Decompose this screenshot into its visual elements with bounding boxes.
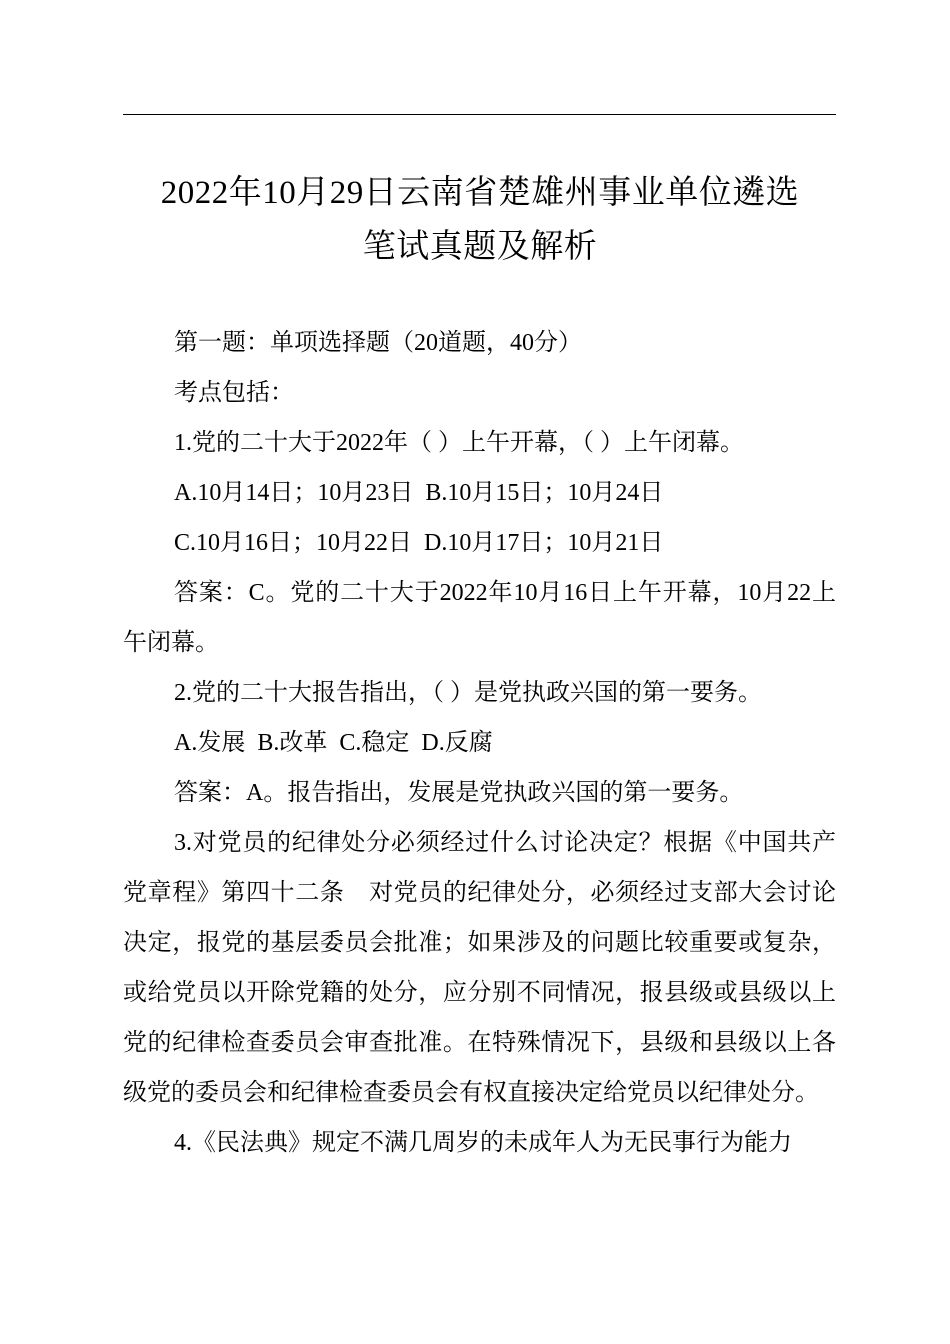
question-1-answer: 答案：C。党的二十大于2022年10月16日上午开幕，10月22上午闭幕。 — [123, 580, 836, 656]
question-1-option-d: D.10月17日；10月21日 — [424, 530, 664, 556]
section-heading: 第一题：单项选择题（20道题，40分） — [174, 330, 582, 356]
question-2-option-a: A.发展 — [174, 730, 246, 756]
header-rule — [123, 114, 836, 115]
question-1-options-row-1 — [123, 468, 836, 518]
question-2-stem: 2.党的二十大报告指出，（ ）是党执政兴国的第一要务。 — [174, 680, 762, 706]
question-1-stem: 1.党的二十大于2022年（ ）上午开幕，（ ）上午闭幕。 — [174, 430, 744, 456]
question-1-option-a: A.10月14日；10月23日 — [174, 480, 414, 506]
document-body — [123, 318, 836, 1168]
title-line-1: 2022年10月29日云南省楚雄州事业单位遴选 — [160, 175, 800, 211]
question-1-options-row-2 — [123, 518, 836, 568]
question-2-option-b: B.改革 — [257, 730, 328, 756]
question-2-options — [123, 718, 836, 768]
question-1-option-c: C.10月16日；10月22日 — [174, 530, 413, 556]
question-4-stem: 4.《民法典》规定不满几周岁的未成年人为无民事行为能力 — [174, 1130, 792, 1156]
exam-points-label: 考点包括： — [174, 380, 294, 406]
question-2-option-d: D.反腐 — [421, 730, 493, 756]
question-3-stem: 3.对党员的纪律处分必须经过什么讨论决定？根据《中国共产党章程》第四十二条 对党员的纪律处分，必须经过支部大会讨论决定，报党的基层委员会批准；如果涉及的问题比较重要或复杂，或给党员以开除党籍的处分，应分别不同情况，报县级或县级以上党的纪律检查委员会审查批准。在特殊情况下，县级和县级以上各级党的委员会和纪律检查委员会有权直接决定给党员以纪律处分。 — [123, 830, 836, 1106]
document-title — [110, 166, 850, 274]
question-1-option-b: B.10月15日；10月24日 — [425, 480, 664, 506]
question-2-answer: 答案：A。报告指出，发展是党执政兴国的第一要务。 — [174, 780, 744, 806]
title-line-2: 笔试真题及解析 — [362, 229, 598, 265]
question-2-option-c: C.稳定 — [339, 730, 410, 756]
